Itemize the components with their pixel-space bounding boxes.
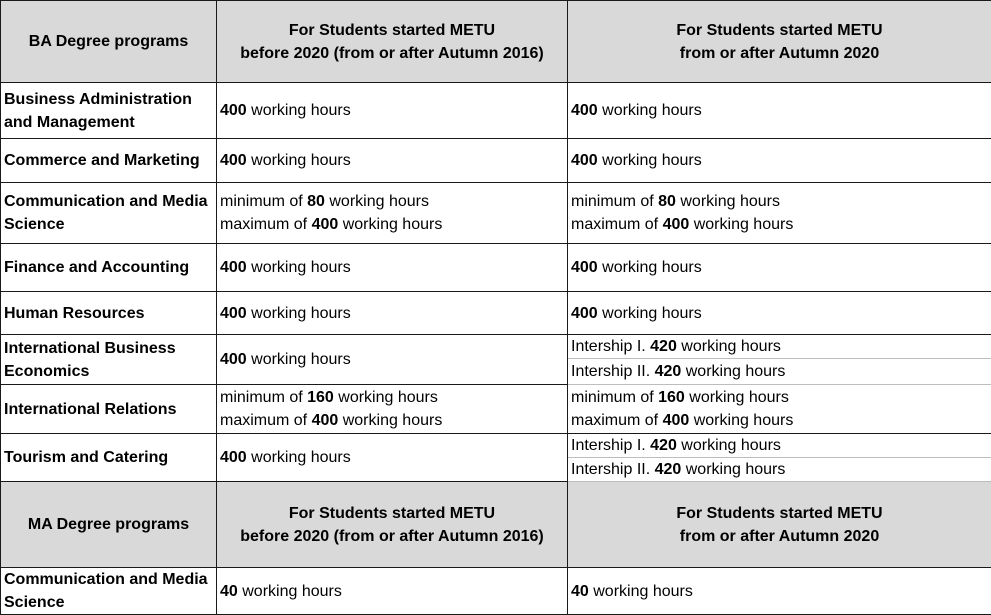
program-name: Business Administration and Management bbox=[1, 83, 217, 139]
internship-1-hours: Intership I. 420 working hours bbox=[568, 434, 991, 458]
ba-header-programs: BA Degree programs bbox=[1, 1, 217, 83]
program-name: Finance and Accounting bbox=[1, 244, 217, 292]
program-name: Commerce and Marketing bbox=[1, 139, 217, 183]
ma-header-programs: MA Degree programs bbox=[1, 482, 217, 568]
table-row bbox=[1, 183, 991, 244]
hours-after-2020: minimum of 160 working hours maximum of 400 working hours bbox=[568, 385, 991, 434]
hours-after-2020: 40 working hours bbox=[568, 568, 991, 615]
hours-after-2020: 400 working hours bbox=[568, 139, 991, 183]
internship-2-hours: Intership II. 420 working hours bbox=[568, 359, 991, 385]
hours-before-2020: 400 working hours bbox=[217, 335, 568, 385]
hours-before-2020: 400 working hours bbox=[217, 139, 568, 183]
table-row bbox=[1, 292, 991, 335]
table-row bbox=[1, 385, 991, 434]
table-row bbox=[1, 335, 991, 359]
hours-before-2020: 40 working hours bbox=[217, 568, 568, 615]
table-row bbox=[1, 434, 991, 458]
ba-header-after-2020: For Students started METU from or after Autumn 2020 bbox=[568, 1, 991, 83]
hours-before-2020: 400 working hours bbox=[217, 244, 568, 292]
internship-1-hours: Intership I. 420 working hours bbox=[568, 335, 991, 359]
program-name: International Relations bbox=[1, 385, 217, 434]
ba-header-row bbox=[1, 1, 991, 83]
hours-before-2020: 400 working hours bbox=[217, 83, 568, 139]
table-row bbox=[1, 568, 991, 615]
table-row bbox=[1, 244, 991, 292]
program-name: International Business Economics bbox=[1, 335, 217, 385]
hours-before-2020: 400 working hours bbox=[217, 292, 568, 335]
table-row bbox=[1, 139, 991, 183]
hours-after-2020: minimum of 80 working hours maximum of 400 working hours bbox=[568, 183, 991, 244]
ma-header-row bbox=[1, 482, 991, 568]
ba-header-before-2020: For Students started METU before 2020 (from or after Autumn 2016) bbox=[217, 1, 568, 83]
hours-after-2020: 400 working hours bbox=[568, 83, 991, 139]
hours-after-2020: 400 working hours bbox=[568, 292, 991, 335]
hours-after-2020: 400 working hours bbox=[568, 244, 991, 292]
internship-2-hours: Intership II. 420 working hours bbox=[568, 458, 991, 482]
ma-header-after-2020: For Students started METU from or after Autumn 2020 bbox=[568, 482, 991, 568]
hours-before-2020: minimum of 160 working hours maximum of 400 working hours bbox=[217, 385, 568, 434]
program-name: Communication and Media Science bbox=[1, 183, 217, 244]
hours-before-2020: minimum of 80 working hours maximum of 400 working hours bbox=[217, 183, 568, 244]
program-name: Tourism and Catering bbox=[1, 434, 217, 482]
program-name: Human Resources bbox=[1, 292, 217, 335]
table-row bbox=[1, 83, 991, 139]
hours-before-2020: 400 working hours bbox=[217, 434, 568, 482]
ma-header-before-2020: For Students started METU before 2020 (from or after Autumn 2016) bbox=[217, 482, 568, 568]
program-name: Communication and Media Science bbox=[1, 568, 217, 615]
